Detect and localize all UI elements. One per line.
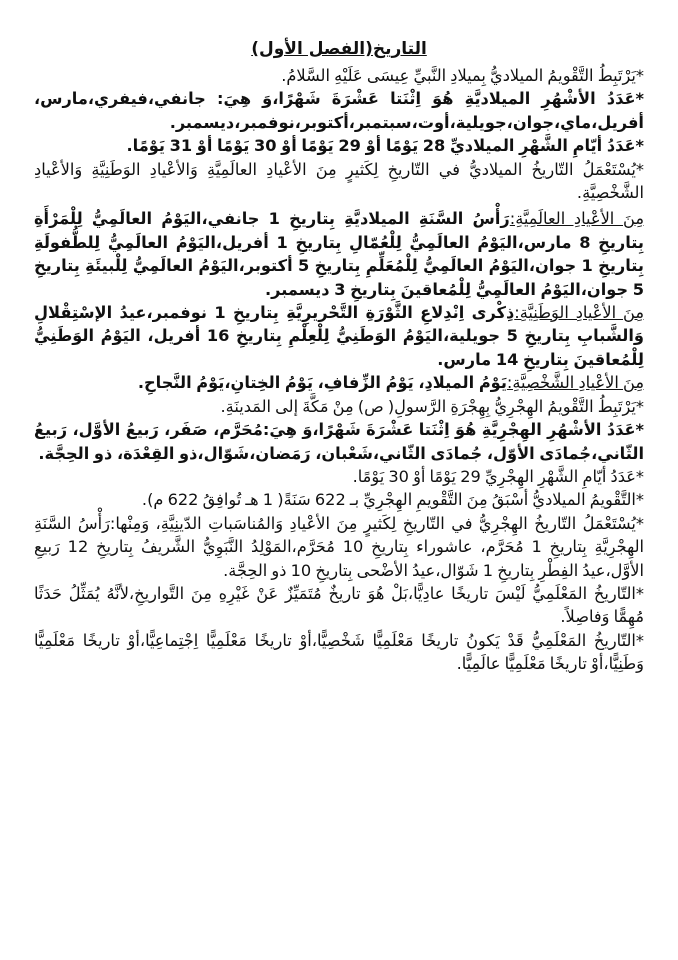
paragraph-hijri-months <box>34 418 644 465</box>
paragraph-text: *عَدَدُ الأشْهُرِ الميلاديَّةِ هُوَ اِثْنَتا عَشْرَةَ شَهْرًا،وَ هِيَ: جانفي،فيفري،مارس، أفريل،ماي،جوان،جويلية،أوت،سبتمبر،أكتوبر،نوفمبر،ديسمبر. <box>34 89 644 132</box>
paragraph-hijri-origin <box>34 395 644 418</box>
paragraph-personal-holidays <box>34 371 644 394</box>
paragraph-text: *التّاريخُ المَعْلَمِيُّ لَيْسَ تاريخًا عادِيًّا،بَلْ هُوَ تاريخٌ مُتَمَيِّزٌ عَنْ غَيْرِهِ مِنَ التَّواريخِ،لأنَّهُ يُمَثِّلُ حَدَثًا مُهِمًّا وَفاصِلاً. <box>34 583 644 627</box>
section-heading: مِنَ الأعْيادِ العالَمِيَّةِ: <box>509 209 644 229</box>
paragraph-text: رَأْسُ السَّنَةِ الميلاديَّةِ بِتاريخِ 1 جانفي،اليَوْمُ العالَمِيُّ لِلْمَرْأَةِ بِتاريخِ 8 مارس،اليَوْمُ العالَمِيُّ لِلْعُمّالِ بِتاريخِ 1 أفريل،اليَوْمُ العالَمِيُّ لِلطُّفولَةِ بِتاريخِ 1 جوان،اليَوْمُ العالَمِيُّ لِلْمُعَلِّمِ بِتاريخِ 5 أكتوبر،اليَوْمُ العالَمِيُّ لِلْبيئَةِ بِتاريخِ 5 جوان،اليَوْمُ العالَمِيُّ لِلْمُعاقينَ بِتاريخِ 3 ديسمبر. <box>34 209 644 299</box>
paragraph-gregorian-usage <box>34 158 644 205</box>
paragraph-text: *يُسْتَعْمَلُ التّاريخُ الهِجْرِيُّ في التّاريخِ لِكَثيرٍ مِنَ الأعْيادِ وَالمُناسَباتِ الدّينِيَّةِ، وَمِنْها:رَأْسُ السَّنَةِ الهِجْرِيَّةِ بِتاريخِ 1 مُحَرَّم، عاشوراء بِتاريخِ 10 مُحَرَّم،المَوْلِدُ النَّبَوِيُّ الشَّريفُ بِتاريخِ 12 رَبيعِ الأوَّل،عيدُ الفِطْرِ بِتاريخِ 1 شَوّال،عيدُ الأضْحى بِتاريخِ 10 ذو الحِجَّة. <box>34 513 645 580</box>
paragraph-gregorian-days <box>34 134 644 157</box>
paragraph-gregorian-months <box>34 87 644 134</box>
paragraph-text: *يُسْتَعْمَلُ التّاريخُ الميلاديُّ في التّاريخِ لِكَثيرٍ مِنَ الأعْيادِ العالَمِيَّةِ وَالأعْيادِ الوَطَنِيَّةِ وَالأعْيادِ الشَّخْصِيَّةِ. <box>34 159 644 203</box>
paragraph-text: *عَدَدُ الأشْهُرِ الهِجْرِيَّةِ هُوَ اِثْنَتا عَشْرَةَ شَهْرًا،وَ هِيَ:مُحَرَّم، صَفَر، رَبيعُ الأوَّل، رَبيعُ الثّاني،جُمادَى الأوّل، جُمادَى الثّاني،شَعْبان، رَمَضان،شَوّال،ذو القِعْدَة، ذو الحِجَّة. <box>34 420 644 463</box>
paragraph-text: *التَّقْويمُ الميلاديُّ أسْبَقُ مِنَ التَّقْويمِ الهِجْرِيِّ بـ 622 سَنَةً( 1 هـ تُوافِقُ 622 م). <box>141 490 644 510</box>
paragraph-text: *يَرْتَبِطُ التَّقْويمُ الميلاديُّ بِميلادِ النَّبيِّ عِيسَى عَلَيْهِ السَّلامُ. <box>281 66 644 85</box>
section-heading: مِنَ الأعْيادِ الوَطَنِيَّةِ: <box>514 303 644 323</box>
paragraph-calendar-difference <box>34 488 644 511</box>
paragraph-text: *التّاريخُ المَعْلَمِيُّ قَدْ يَكونُ تاريخًا مَعْلَمِيًّا شَخْصِيًّا،أوْ تاريخًا مَعْلَمِيًّا اِجْتِماعِيًّا،أوْ تاريخًا مَعْلَمِيًّا وَطَنِيًّا،أوْ تاريخًا مَعْلَمِيًّا عالَمِيًّا. <box>34 630 644 674</box>
paragraph-hijri-usage <box>34 512 644 582</box>
paragraph-text: *عَدَدُ أيّامِ الشَّهْرِ الميلاديِّ 28 يَوْمًا أوْ 29 يَوْمًا أوْ 30 يَوْمًا أوْ 31 يَوْمًا. <box>126 136 644 156</box>
page-title: التاريخ(الفصل الأول) <box>251 39 427 59</box>
section-heading: مِنَ الأعْيادِ الشَّخْصِيَّةِ: <box>506 373 644 393</box>
paragraph-gregorian-origin <box>34 64 644 87</box>
paragraph-text: ذِكْرى اِنْدِلاعِ الثَّوْرَةِ التَّحْريرِيَّةِ بِتاريخِ 1 نوفمبر،عيدُ الإسْتِقْلالِ وَالشَّبابِ بِتاريخِ 5 جويلية،اليَوْمُ الوَطَنِيُّ لِلْعِلْمِ بِتاريخِ 16 أفريل، اليَوْمُ الوَطَنِيُّ لِلْمُعاقينَ بِتاريخِ 14 مارس. <box>34 303 644 369</box>
paragraph-hijri-days <box>34 465 644 488</box>
paragraph-text: *يَرْتَبِطُ التَّقْويمُ الهِجْرِيُّ بِهِجْرَةِ الرَّسولِ( ص) مِنْ مَكَّةَ إلى المَدينَةِ. <box>220 396 644 416</box>
paragraph-world-holidays <box>34 207 644 301</box>
paragraph-text: يَوْمُ الميلادِ، يَوْمُ الزِّفافِ، يَوْمُ الخِتانِ،يَوْمُ النَّجاحِ. <box>137 373 507 393</box>
paragraph-landmark-date-types <box>34 629 644 676</box>
paragraph-text: *عَدَدُ أيّامِ الشَّهْرِ الهِجْرِيِّ 29 يَوْمًا أوْ 30 يَوْمًا. <box>352 466 644 486</box>
paragraph-national-holidays <box>34 301 644 371</box>
paragraph-landmark-date-definition <box>34 582 644 629</box>
